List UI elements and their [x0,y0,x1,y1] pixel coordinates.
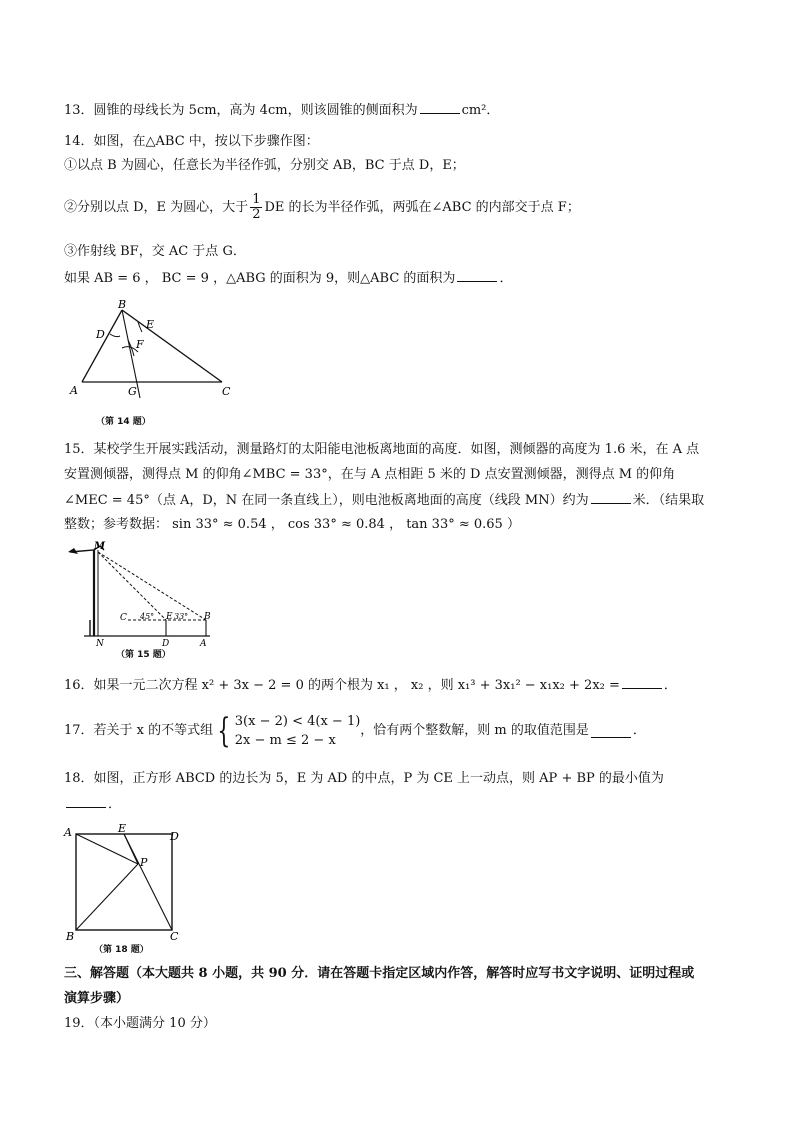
q15-line1: 15．某校学生开展实践活动，测量路灯的太阳能电池板离地面的高度．如图，测倾器的高度为 1.6 米，在 A 点 [64,442,700,457]
q14-step2-post: DE 的长为半径作弧，两弧在∠ABC 的内部交于点 F； [264,200,580,215]
fig18-label-D: D [170,830,179,843]
q14-question [64,269,512,288]
fig18-label-E: E [118,822,127,835]
fig15-angle-33: 33° [174,612,189,621]
fig14-label-B: B [118,298,127,311]
fig15-label-B: B [204,612,211,622]
fig14-label-C: C [222,385,231,398]
q18-line2 [64,795,121,814]
figure-18 [62,822,186,946]
q15-answer-blank [591,491,631,504]
fig15-label-D: D [162,639,170,649]
q17-inequality-2: 2x − m ≤ 2 − x [234,733,336,748]
q18-end: ． [108,797,122,812]
q14-step2-pre: ②分别以点 D，E 为圆心，大于 [64,200,249,215]
q15-line3 [64,491,704,510]
fig14-label-F: F [136,338,144,351]
figure-18-caption: （第 18 题） [94,945,149,955]
q16-end: ． [663,678,677,693]
fraction-numerator: 1 [252,192,261,207]
q14-question-text: 如果 AB = 6 ， BC = 9 ，△ABG 的面积为 9，则△ABC 的面积为 [64,271,456,286]
figure-14-caption: （第 14 题） [96,417,151,427]
question-17 [64,712,646,750]
q15-line3-post: 米．（结果取 [632,493,705,508]
q14-answer-blank [457,269,497,282]
section-3-heading-line2: 演算步骤） [64,991,130,1006]
fig15-label-N: N [96,639,104,649]
q15-line2: 安置测倾器，测得点 M 的仰角∠MBC = 33°，在与 A 点相距 5 米的 D 点安置测倾器，测得点 M 的仰角 [64,467,676,482]
fig15-label-M: M [94,541,106,552]
question-19: 19．（本小题满分 10 分） [64,1016,216,1031]
q17-pre: 17．若关于 x 的不等式组 [64,723,214,738]
fig15-label-E: E [166,612,173,622]
q14-step3: ③作射线 BF，交 AC 于点 G． [64,244,246,259]
q14-intro: 14．如图，在△ABC 中，按以下步骤作图： [64,134,319,149]
fig14-label-A: A [70,384,78,397]
fraction-denominator: 2 [252,207,261,222]
q17-system [213,712,360,750]
q18-answer-blank [66,795,106,808]
q15-line3-pre: ∠MEC = 45°（点 A，D，N 在同一条直线上），则电池板离地面的高度（线段 MN）约为 [64,493,589,508]
fig15-label-C: C [120,613,127,623]
fig15-label-A: A [200,639,207,649]
q15-line4: 整数；参考数据： sin 33° ≈ 0.54 ， cos 33° ≈ 0.84 ， tan 33° ≈ 0.65 ） [64,517,520,532]
fig14-label-G: G [128,385,137,398]
q16-text: 16．如果一元二次方程 x² + 3x − 2 = 0 的两个根为 x₁ ， x₂ ，则 x₁³ + 3x₁² − x₁x₂ + 2x₂ = [64,678,620,693]
fig18-label-C: C [170,930,179,943]
q13-unit: cm² [461,103,487,118]
figure-15 [64,540,224,652]
question-13 [64,101,499,120]
q14-step1: ①以点 B 为圆心，任意长为半径作弧，分别交 AB，BC 于点 D，E； [64,158,465,173]
q17-inequality-1: 3(x − 2) < 4(x − 1) [234,714,361,729]
fig14-label-D: D [96,328,105,341]
q14-end: ． [499,271,513,286]
fig18-label-A: A [64,826,72,839]
q13-text: 13．圆锥的母线长为 5cm，高为 4cm，则该圆锥的侧面积为 [64,103,418,118]
fig18-label-B: B [66,930,75,943]
q13-end: ． [486,103,500,118]
fig14-label-E: E [146,318,155,331]
q17-post: ，恰有两个整数解，则 m 的取值范围是 [360,723,589,738]
q18-line1: 18．如图，正方形 ABCD 的边长为 5，E 为 AD 的中点，P 为 CE 上一动点，则 AP + BP 的最小值为 [64,771,664,786]
figure-15-caption: （第 15 题） [116,650,171,660]
q17-end: ． [632,723,646,738]
q14-step2 [64,193,580,222]
q14-fraction [250,193,262,222]
fig18-label-P: P [140,856,148,869]
question-16 [64,676,677,695]
left-brace-icon: { [217,711,231,751]
q16-answer-blank [622,676,662,689]
figure-14 [62,298,242,418]
fig15-angle-45: 45° [140,612,155,621]
q17-answer-blank [591,725,631,738]
q13-answer-blank [420,101,460,114]
section-3-heading-line1: 三、解答题（本大题共 8 小题，共 90 分．请在答题卡指定区域内作答，解答时应写书文字说明、证明过程或 [64,966,695,981]
